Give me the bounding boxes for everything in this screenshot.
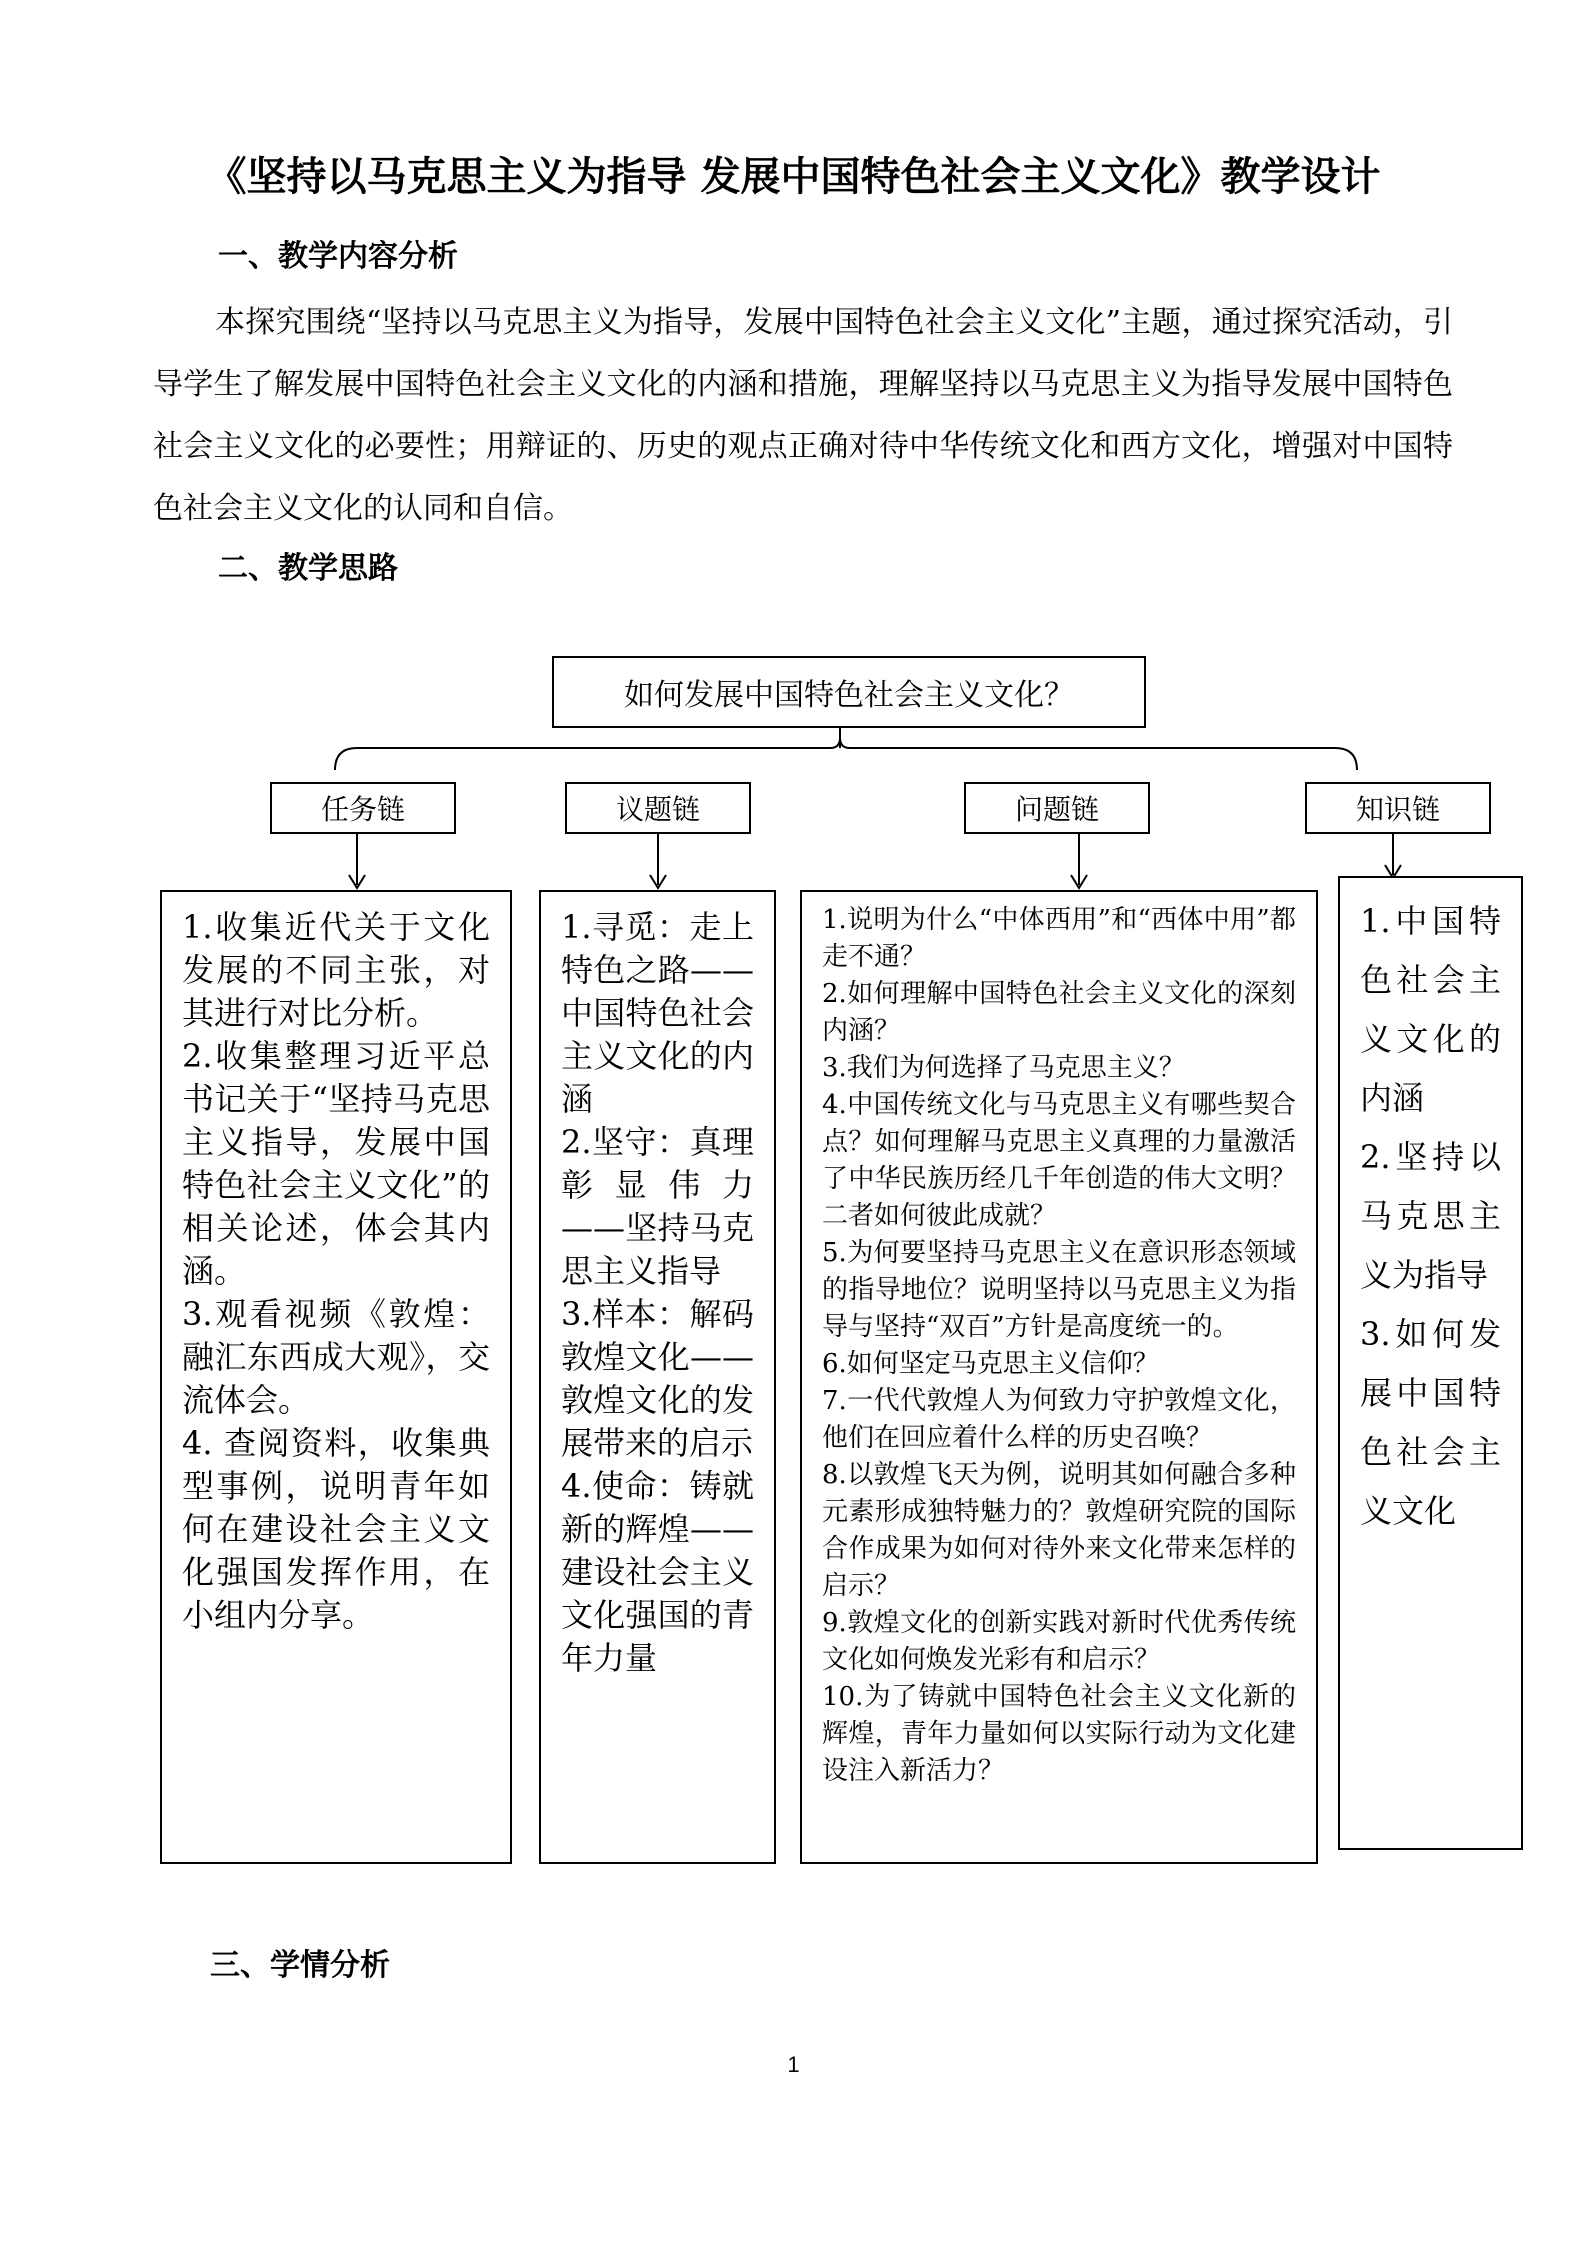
page-number: 1 — [787, 2052, 800, 2077]
issue-chain-label: 议题链 — [615, 793, 700, 826]
question-chain-label: 问题链 — [1014, 793, 1099, 826]
section-heading-teaching-approach: 二、教学思路 — [218, 551, 398, 586]
branch-brace-line — [335, 738, 1357, 770]
knowledge-chain-item: 2.坚持以马克思主义为指导 — [1360, 1138, 1501, 1294]
task-chain-content-box — [160, 890, 512, 1864]
task-chain-item: 2.收集整理习近平总书记关于“坚持马克思主义指导，发展中国特色社会主义文化”的相关论述，体会其内涵。 — [182, 1037, 490, 1290]
knowledge-chain-item: 3.如何发展中国特色社会主义文化 — [1360, 1315, 1501, 1530]
question-chain-item: 8.以敦煌飞天为例，说明其如何融合多种元素形成独特魅力的？敦煌研究院的国际合作成果为如何对待外来文化带来怎样的启示？ — [822, 1460, 1296, 1601]
knowledge-chain-label-box — [1305, 782, 1491, 834]
question-chain-item: 5.为何要坚持马克思主义在意识形态领域的指导地位？说明坚持以马克思主义为指导与坚持“双百”方针是高度统一的。 — [822, 1238, 1296, 1342]
task-chain-item: 3.观看视频《敦煌：融汇东西成大观》，交流体会。 — [182, 1295, 490, 1419]
question-chain-item: 9.敦煌文化的创新实践对新时代优秀传统文化如何焕发光彩有和启示？ — [822, 1608, 1296, 1675]
issue-chain-item: 2.坚守：真理彰显伟力 ——坚持马克思主义指导 — [561, 1123, 754, 1290]
diagram-root-box — [552, 656, 1146, 728]
knowledge-chain-content-box — [1338, 876, 1523, 1850]
section-heading-student-analysis: 三、学情分析 — [210, 1948, 390, 1983]
issue-chain-label-box — [565, 782, 751, 834]
question-chain-item: 6.如何坚定马克思主义信仰？ — [822, 1349, 1159, 1379]
task-chain-item: 4. 查阅资料，收集典型事例，说明青年如何在建设社会主义文化强国发挥作用，在小组内分享。 — [182, 1424, 490, 1634]
question-chain-item: 3.我们为何选择了马克思主义？ — [822, 1053, 1185, 1083]
issue-chain-item: 4.使命：铸就新的辉煌——建设社会主义文化强国的青年力量 — [561, 1467, 754, 1677]
task-chain-label-box — [270, 782, 456, 834]
issue-chain-item: 1.寻觅：走上特色之路——中国特色社会主义文化的内涵 — [561, 908, 754, 1118]
knowledge-chain-label: 知识链 — [1355, 793, 1440, 826]
question-chain-content-box — [800, 890, 1318, 1864]
section-heading-content-analysis: 一、教学内容分析 — [218, 239, 458, 274]
question-chain-item: 2.如何理解中国特色社会主义文化的深刻内涵？ — [822, 979, 1296, 1046]
diagram-root-text: 如何发展中国特色社会主义文化？ — [624, 678, 1074, 713]
question-chain-item: 7.一代代敦煌人为何致力守护敦煌文化，他们在回应着什么样的历史召唤？ — [822, 1386, 1296, 1453]
content-analysis-paragraph: 本探究围绕“坚持以马克思主义为指导，发展中国特色社会主义文化”主题，通过探究活动，引导学生了解发展中国特色社会主义文化的内涵和措施，理解坚持以马克思主义为指导发展中国特色社会主义文化的必要性；用辩证的、历史的观点正确对待中华传统文化和西方文化，增强对中国特色社会主义文化的认同和自信。 — [153, 305, 1453, 526]
question-chain-item: 1.说明为什么“中体西用”和“西体中用”都走不通？ — [822, 905, 1296, 972]
question-chain-item: 4.中国传统文化与马克思主义有哪些契合点？如何理解马克思主义真理的力量激活了中华民族历经几千年创造的伟大文明？二者如何彼此成就？ — [822, 1090, 1296, 1231]
task-chain-label: 任务链 — [320, 793, 405, 826]
question-chain-item: 10.为了铸就中国特色社会主义文化新的辉煌，青年力量如何以实际行动为文化建设注入新活力？ — [822, 1682, 1296, 1786]
document-title: 《坚持以马克思主义为指导 发展中国特色社会主义文化》教学设计 — [206, 154, 1381, 200]
knowledge-chain-item: 1.中国特色社会主义文化的内涵 — [1360, 902, 1501, 1117]
task-chain-item: 1.收集近代关于文化发展的不同主张，对其进行对比分析。 — [182, 908, 490, 1032]
issue-chain-content-box — [539, 890, 776, 1864]
question-chain-label-box — [964, 782, 1150, 834]
issue-chain-item: 3.样本：解码敦煌文化——敦煌文化的发展带来的启示 — [561, 1295, 754, 1462]
